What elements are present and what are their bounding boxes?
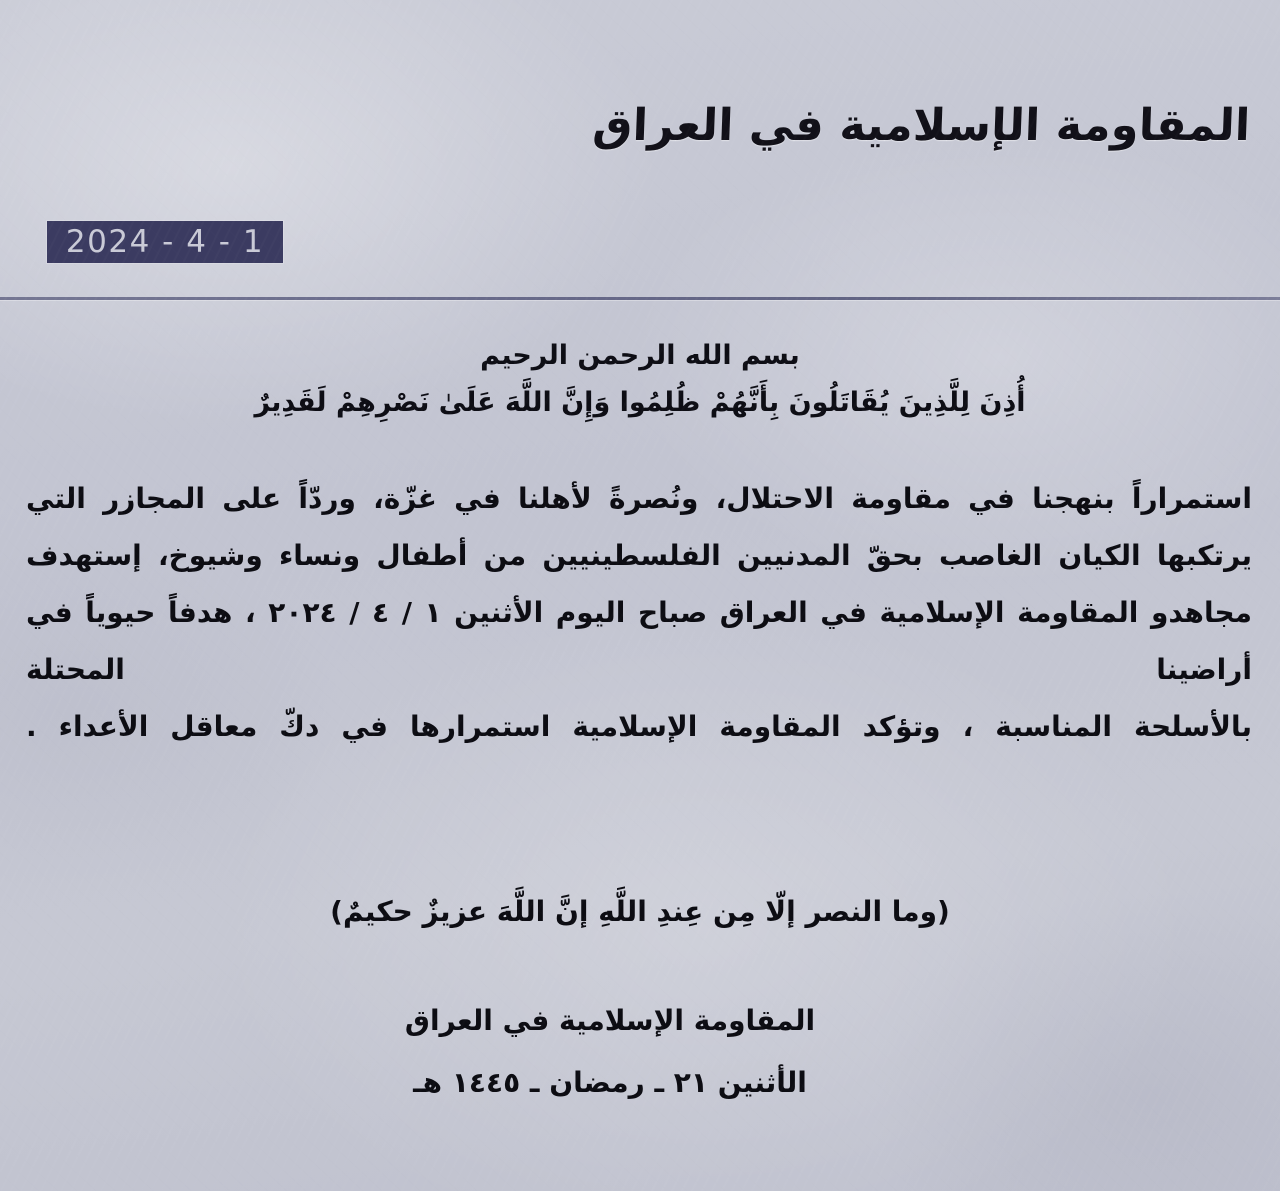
- statement-content: [0, 338, 1280, 1114]
- signature-hijri-date: الأثنين ٢١ ـ رمضان ـ ١٤٤٥ هـ: [413, 1066, 807, 1100]
- statement-tail-text: بالأسلحة المناسبة ، وتؤكد المقاومة الإسلامية استمرارها في دكّ معاقل الأعداء .: [26, 710, 1252, 744]
- header-divider: [0, 297, 1280, 300]
- page-header: [0, 0, 1280, 298]
- date-badge: 2024 - 4 - 1: [47, 221, 283, 263]
- closing-verse: (وما النصر إلّا مِن عِندِ اللَّهِ إنَّ اللَّهَ عزيزٌ حكيمٌ): [330, 895, 950, 929]
- organization-logo: المقاومة الإسلامية في العراق: [591, 100, 1252, 151]
- invocation-block: [0, 338, 1280, 422]
- basmala-text: بسم الله الرحمن الرحيم: [480, 340, 800, 371]
- statement-body: [26, 470, 1252, 755]
- signature-block: [0, 990, 1280, 1114]
- statement-main-text: استمراراً بنهجنا في مقاومة الاحتلال، ونُصرةً لأهلنا في غزّة، وردّاً على المجازر التي يرتكبها الكيان الغاصب بحقّ المدنيين الفلسطينيين من أطفال ونساء وشيوخ، إستهدف مجاهدو المقاومة الإسلامية في العراق صباح اليوم الأثنين ١ / ٤ / ٢٠٢٤ ، هدفاً حيوياً في أراضينا المحتلة: [26, 482, 1252, 687]
- signature-organization: المقاومة الإسلامية في العراق: [404, 1004, 816, 1038]
- opening-verse: أُذِنَ لِلَّذِينَ يُقَاتَلُونَ بِأَنَّهُمْ ظُلِمُوا وَإِنَّ اللَّهَ عَلَىٰ نَصْرِهِمْ لَقَدِيرٌ: [254, 387, 1026, 419]
